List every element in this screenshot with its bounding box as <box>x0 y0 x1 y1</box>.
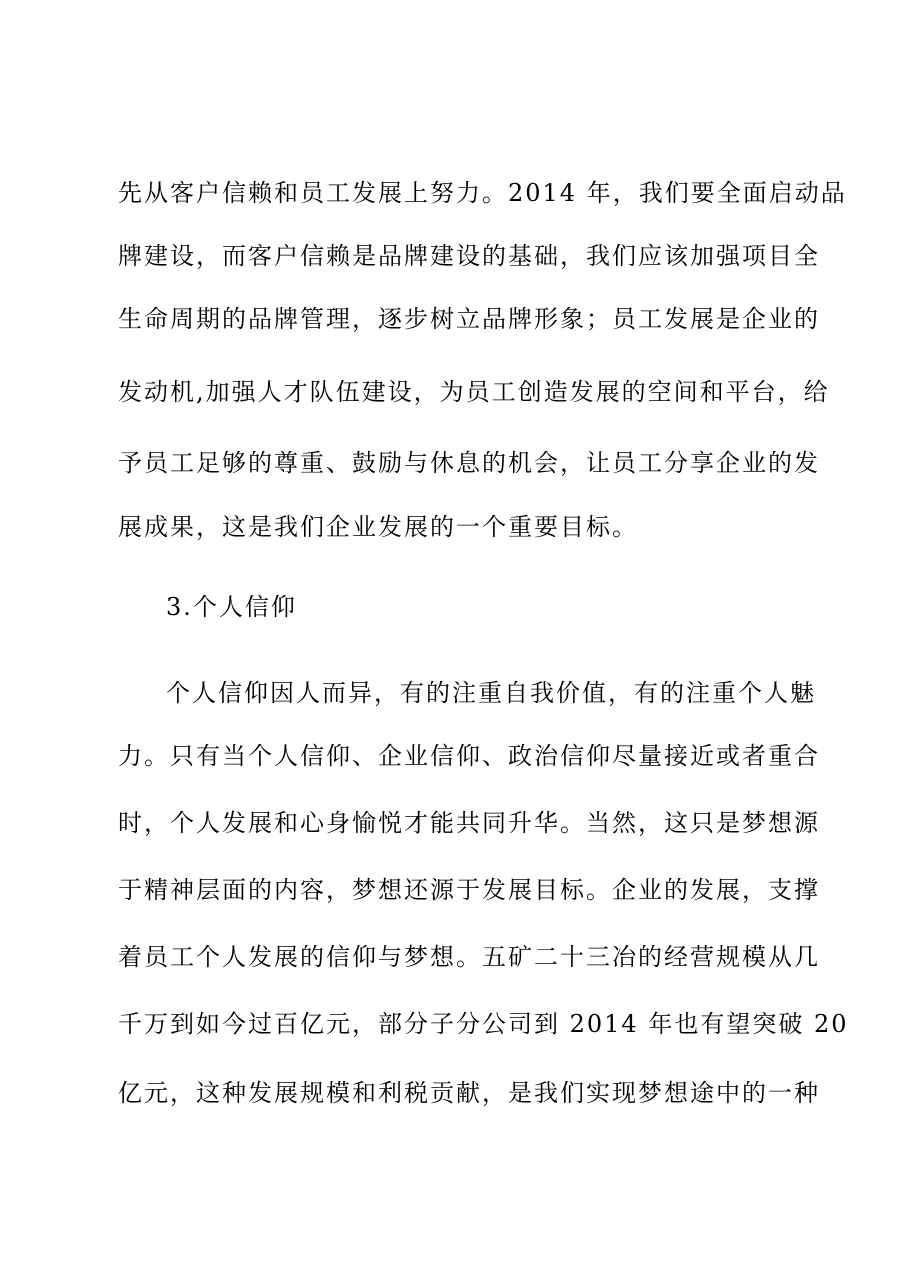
text-line: 亿元，这种发展规模和利税贡献，是我们实现梦想途中的一种 <box>118 1079 820 1107</box>
text-line: 着员工个人发展的信仰与梦想。五矿二十三冶的经营规模从几 <box>118 943 820 971</box>
text-line: 予员工足够的尊重、鼓励与休息的机会，让员工分享企业的发 <box>118 449 820 477</box>
text-line: 牌建设，而客户信赖是品牌建设的基础，我们应该加强项目全 <box>118 242 820 270</box>
text-line: 展成果，这是我们企业发展的一个重要目标。 <box>118 513 638 541</box>
text-line: 生命周期的品牌管理，逐步树立品牌形象；员工发展是企业的 <box>118 305 820 333</box>
text-line: 先从客户信赖和员工发展上努力。2014 年，我们要全面启动品 <box>118 179 847 207</box>
text-line: 于精神层面的内容，梦想还源于发展目标。企业的发展，支撑 <box>118 876 820 904</box>
text-line: 个人信仰因人而异，有的注重自我价值，有的注重个人魅 <box>166 679 816 707</box>
text-line: 千万到如今过百亿元，部分子分公司到 2014 年也有望突破 20 <box>118 1010 849 1038</box>
text-line: 发动机,加强人才队伍建设，为员工创造发展的空间和平台，给 <box>118 378 830 406</box>
text-line: 力。只有当个人信仰、企业信仰、政治信仰尽量接近或者重合 <box>118 742 820 770</box>
section-heading: 3.个人信仰 <box>166 593 297 621</box>
text-line: 时，个人发展和心身愉悦才能共同升华。当然，这只是梦想源 <box>118 809 820 837</box>
